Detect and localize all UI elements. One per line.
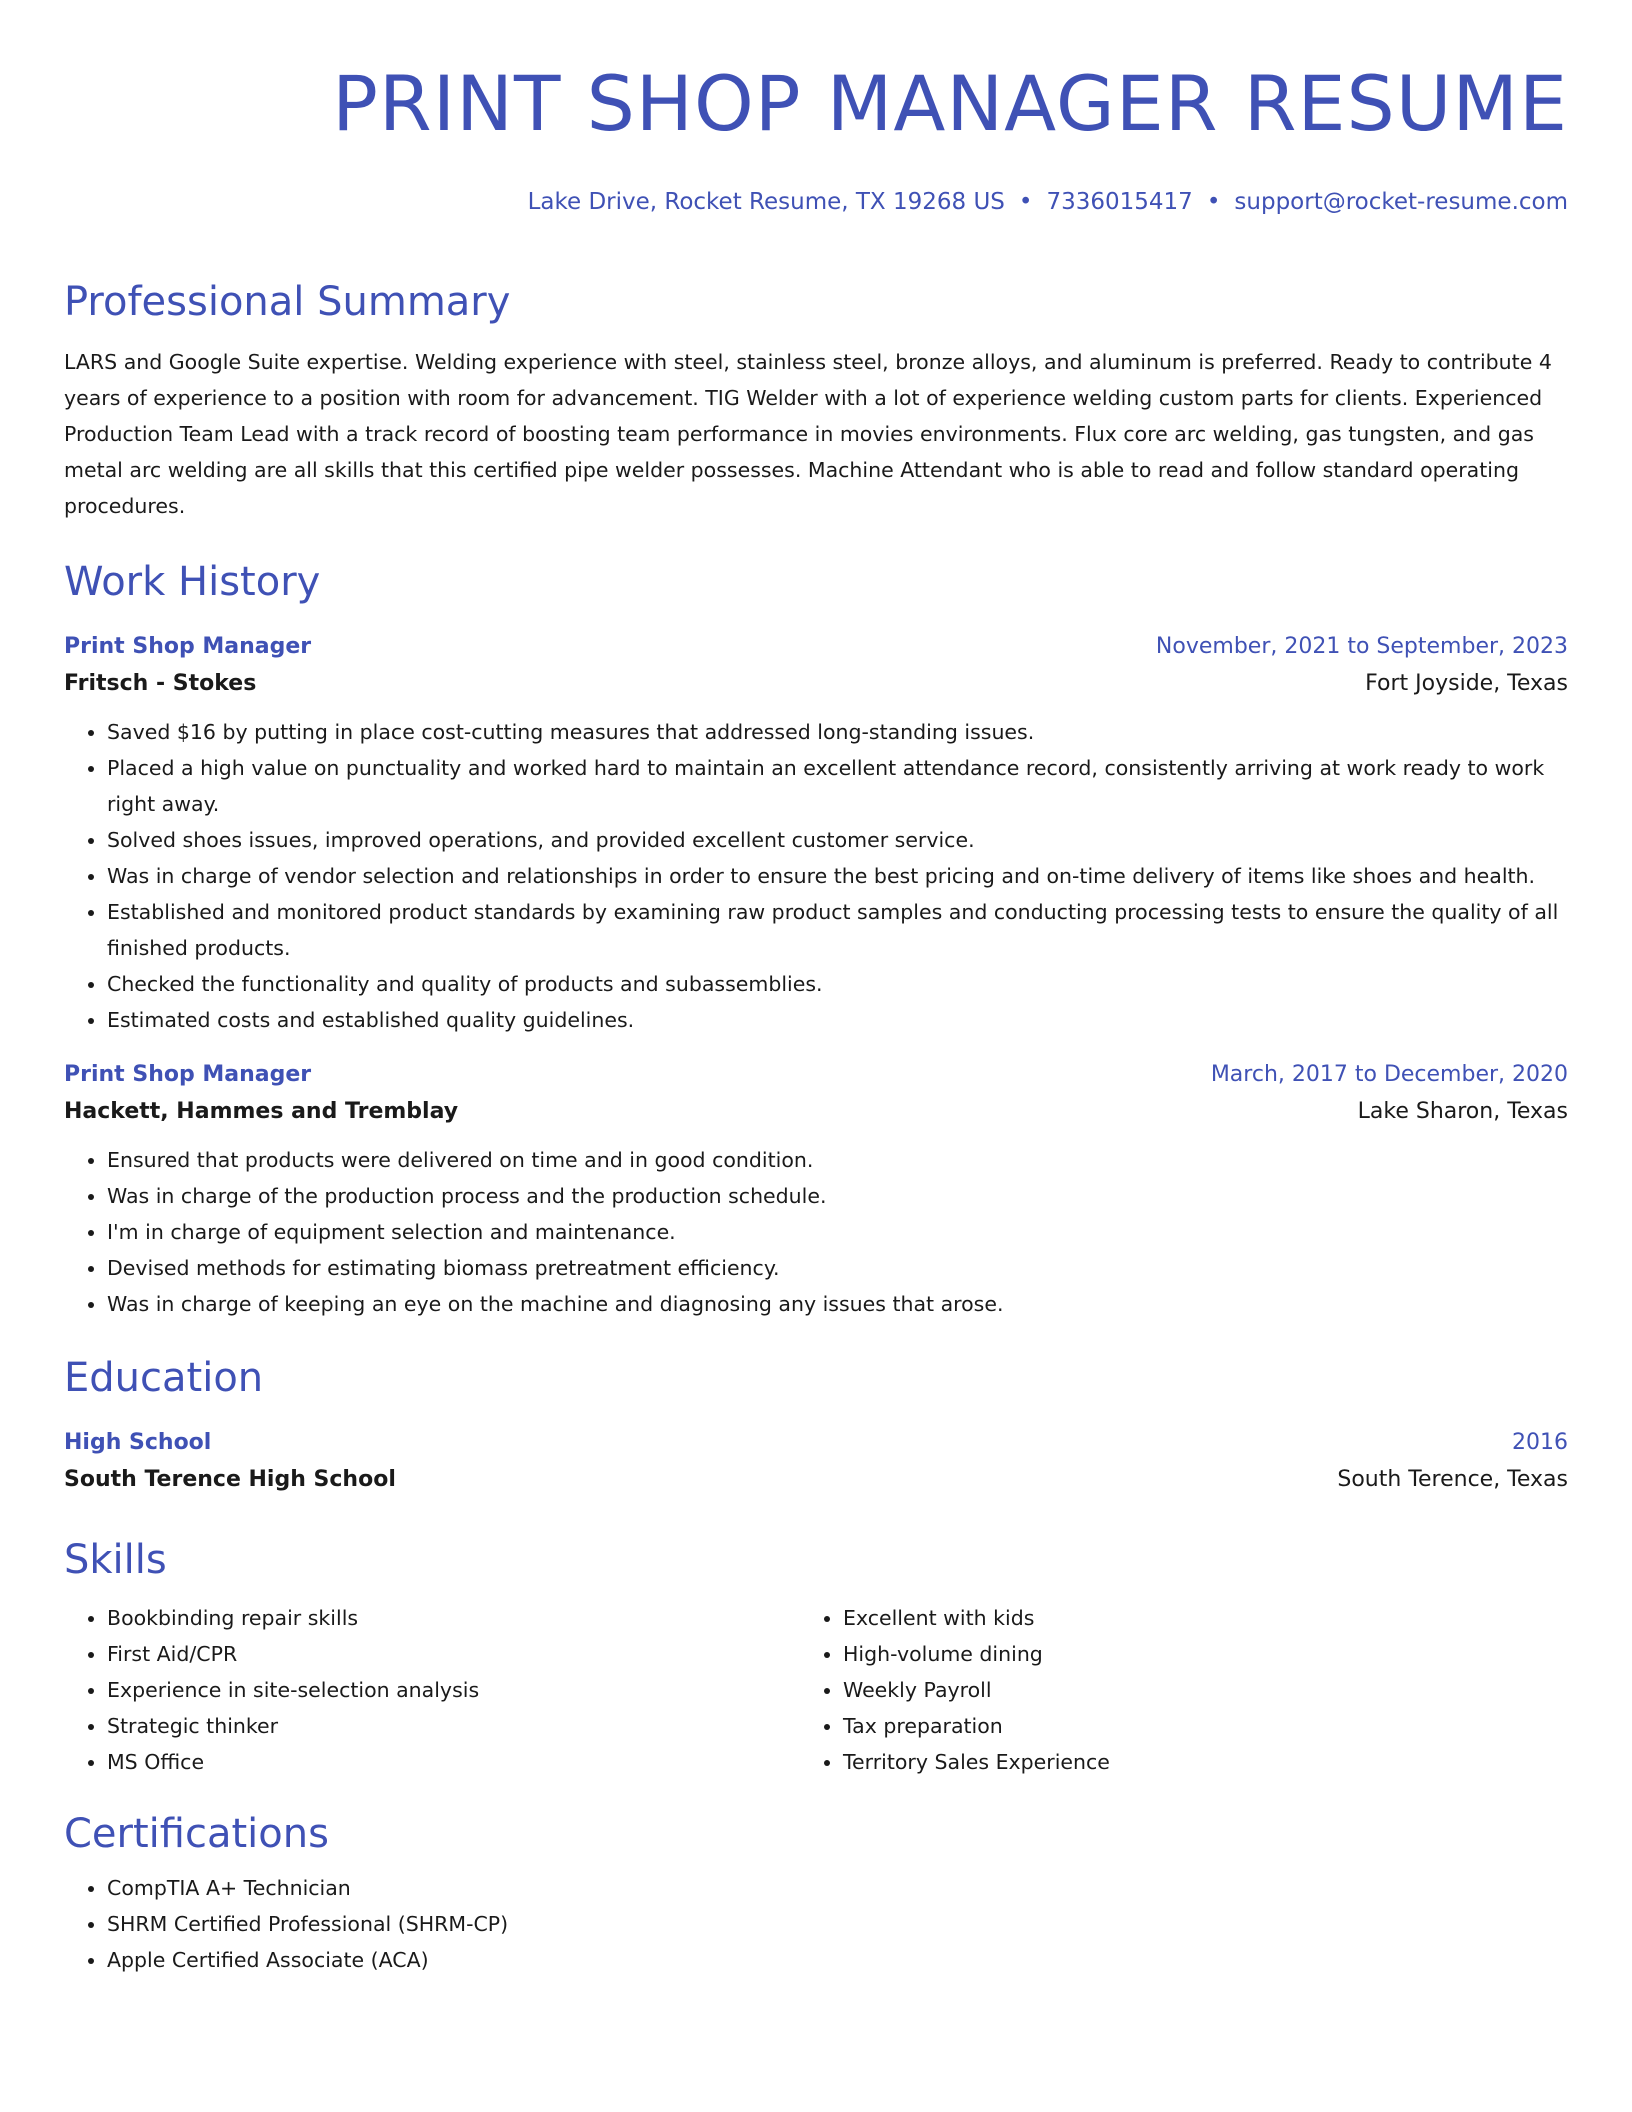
job-bullet: • Devised methods for estimating biomass pretreatment efficiency. bbox=[107, 1250, 1568, 1286]
skill-item: • Tax preparation bbox=[843, 1708, 1568, 1744]
skill-item: • Strategic thinker bbox=[107, 1708, 800, 1744]
job-bullet: • Estimated costs and established quality guidelines. bbox=[107, 1002, 1568, 1038]
section-heading-skills: Skills bbox=[64, 1537, 167, 1583]
resume-header bbox=[64, 52, 1568, 218]
skill-item: • MS Office bbox=[107, 1744, 800, 1780]
skill-item: • Weekly Payroll bbox=[843, 1672, 1568, 1708]
skill-item: • Territory Sales Experience bbox=[843, 1744, 1568, 1780]
job-bullet: • Established and monitored product standards by examining raw product samples and conducting processing tests to ensure the quality of all finished products. bbox=[107, 894, 1568, 966]
resume-title: PRINT SHOP MANAGER RESUME bbox=[332, 59, 1568, 148]
job-entry bbox=[64, 1058, 1568, 1322]
certification-item: • Apple Certified Associate (ACA) bbox=[107, 1942, 1568, 1978]
skill-item: • Excellent with kids bbox=[843, 1600, 1568, 1636]
contact-line bbox=[64, 186, 1568, 218]
education-year: 2016 bbox=[1512, 1430, 1568, 1455]
job-company-row bbox=[64, 664, 1568, 704]
contact-email: support@rocket-resume.com bbox=[1234, 189, 1568, 215]
education-header-row bbox=[64, 1426, 1568, 1460]
job-entry bbox=[64, 630, 1568, 1038]
job-role: Print Shop Manager bbox=[64, 634, 312, 659]
job-dates: November, 2021 to September, 2023 bbox=[1155, 634, 1568, 659]
job-bullet: • Was in charge of keeping an eye on the machine and diagnosing any issues that arose. bbox=[107, 1286, 1568, 1322]
skills-columns bbox=[64, 1600, 1568, 1780]
job-company-row bbox=[64, 1092, 1568, 1132]
job-company: Fritsch - Stokes bbox=[64, 671, 257, 696]
education-school: South Terence High School bbox=[64, 1467, 396, 1492]
job-bullet: • I'm in charge of equipment selection and maintenance. bbox=[107, 1214, 1568, 1250]
job-header-row bbox=[64, 630, 1568, 664]
job-bullet-list bbox=[64, 714, 1568, 1038]
job-bullet: • Checked the functionality and quality of products and subassemblies. bbox=[107, 966, 1568, 1002]
contact-separator: • bbox=[1206, 189, 1221, 215]
education-school-row bbox=[64, 1460, 1568, 1500]
contact-separator: • bbox=[1018, 189, 1033, 215]
certification-item: • SHRM Certified Professional (SHRM-CP) bbox=[107, 1906, 1568, 1942]
education-entry bbox=[64, 1426, 1568, 1500]
job-bullet-list bbox=[64, 1142, 1568, 1322]
skill-item: • Experience in site-selection analysis bbox=[107, 1672, 800, 1708]
education-location: South Terence, Texas bbox=[1337, 1467, 1568, 1492]
skills-column-left bbox=[64, 1600, 800, 1780]
job-bullet: • Saved $16 by putting in place cost-cutting measures that addressed long-standing issues. bbox=[107, 714, 1568, 750]
contact-phone: 7336015417 bbox=[1046, 189, 1193, 215]
skills-column-right bbox=[800, 1600, 1568, 1780]
section-heading-work-history: Work History bbox=[64, 559, 321, 605]
job-bullet: • Was in charge of vendor selection and relationships in order to ensure the best pricing and on-time delivery of items like shoes and health. bbox=[107, 858, 1568, 894]
skill-item: • High-volume dining bbox=[843, 1636, 1568, 1672]
contact-address: Lake Drive, Rocket Resume, TX 19268 US bbox=[527, 189, 1005, 215]
job-bullet: • Ensured that products were delivered on time and in good condition. bbox=[107, 1142, 1568, 1178]
job-location: Lake Sharon, Texas bbox=[1357, 1099, 1568, 1124]
skill-item: • Bookbinding repair skills bbox=[107, 1600, 800, 1636]
certification-list bbox=[64, 1870, 1568, 1978]
skill-item: • First Aid/CPR bbox=[107, 1636, 800, 1672]
section-heading-summary: Professional Summary bbox=[64, 279, 511, 325]
skills-list bbox=[800, 1600, 1568, 1780]
education-degree: High School bbox=[64, 1430, 212, 1455]
job-bullet: • Solved shoes issues, improved operations, and provided excellent customer service. bbox=[107, 822, 1568, 858]
job-header-row bbox=[64, 1058, 1568, 1092]
section-heading-education: Education bbox=[64, 1355, 264, 1401]
section-heading-certifications: Certifications bbox=[64, 1811, 329, 1857]
certification-item: • CompTIA A+ Technician bbox=[107, 1870, 1568, 1906]
skills-list bbox=[64, 1600, 800, 1780]
job-bullet: • Was in charge of the production process and the production schedule. bbox=[107, 1178, 1568, 1214]
summary-text: LARS and Google Suite expertise. Welding experience with steel, stainless steel, bronze alloys, and aluminum is preferred. Ready to contribute 4 years of experience to a position with room for advancement. TIG Welder with a lot of experience welding custom parts for clients. Experienced Production Team Lead with a track record of boosting team performance in movies environments. Flux core arc welding, gas tungsten, and gas metal arc welding are all skills that this certified pipe welder possesses. Machine Attendant who is able to read and follow standard operating procedures. bbox=[64, 350, 1552, 518]
job-bullet: • Placed a high value on punctuality and worked hard to maintain an excellent attendance record, consistently arriving at work ready to work right away. bbox=[107, 750, 1568, 822]
job-dates: March, 2017 to December, 2020 bbox=[1210, 1062, 1568, 1087]
job-role: Print Shop Manager bbox=[64, 1062, 312, 1087]
job-location: Fort Joyside, Texas bbox=[1365, 671, 1568, 696]
job-company: Hackett, Hammes and Tremblay bbox=[64, 1099, 459, 1124]
